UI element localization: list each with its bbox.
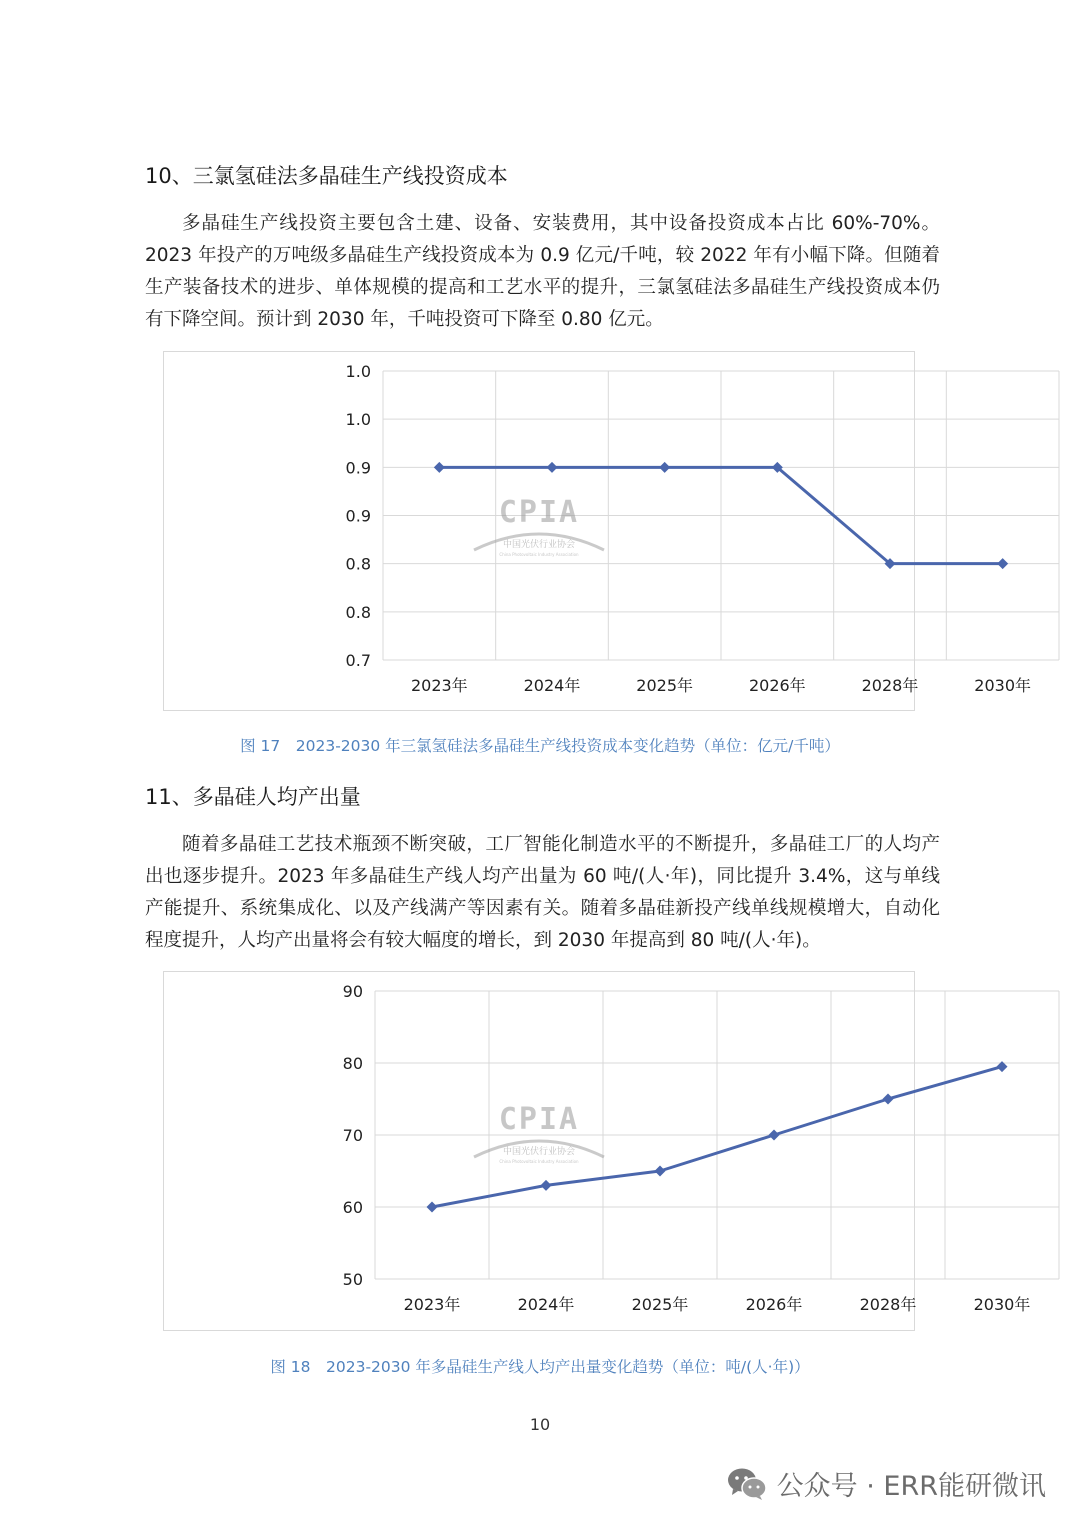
cpia-watermark bbox=[474, 1102, 604, 1164]
footer-watermark bbox=[727, 1464, 1046, 1503]
data-point bbox=[659, 462, 670, 473]
chart-per-capita-output bbox=[163, 971, 1031, 1331]
y-tick-label: 0.9 bbox=[345, 506, 371, 526]
watermark-english: China Photovoltaic Industry Association bbox=[499, 552, 579, 557]
data-point bbox=[434, 462, 445, 473]
chart-investment-cost bbox=[163, 351, 1032, 711]
watermark-subtitle: 中国光伏行业协会 bbox=[502, 540, 576, 550]
watermark-english: China Photovoltaic Industry Association bbox=[499, 1159, 579, 1164]
x-tick-label: 2030年 bbox=[974, 676, 1032, 695]
x-tick-label: 2023年 bbox=[410, 676, 468, 695]
data-point bbox=[997, 558, 1008, 569]
data-point bbox=[547, 462, 558, 473]
x-tick-label: 2028年 bbox=[859, 1295, 917, 1314]
data-point bbox=[769, 1130, 780, 1141]
y-tick-label: 0.8 bbox=[345, 602, 371, 622]
x-tick-label: 2026年 bbox=[745, 1295, 803, 1314]
y-tick-label: 0.9 bbox=[345, 458, 371, 478]
footer-text: 公众号 · ERR能研微讯 bbox=[776, 1471, 1046, 1502]
y-tick-label: 50 bbox=[342, 1270, 363, 1289]
data-point bbox=[541, 1180, 552, 1191]
x-tick-label: 2030年 bbox=[973, 1295, 1031, 1314]
y-tick-label: 1.0 bbox=[345, 362, 371, 381]
watermark-subtitle: 中国光伏行业协会 bbox=[502, 1147, 576, 1157]
watermark-title: CPIA bbox=[498, 1102, 580, 1137]
cpia-watermark bbox=[474, 495, 604, 557]
chart-investment-cost-svg bbox=[164, 352, 1032, 710]
y-tick-label: 1.0 bbox=[345, 410, 371, 430]
y-tick-label: 70 bbox=[342, 1126, 363, 1145]
chart-per-capita-output-svg bbox=[164, 972, 1031, 1330]
x-tick-label: 2025年 bbox=[631, 1295, 689, 1314]
section10-heading: 10、三氯氢硅法多晶硅生产线投资成本 bbox=[145, 164, 508, 188]
section11-heading: 11、多晶硅人均产出量 bbox=[145, 785, 361, 809]
page-number: 10 bbox=[529, 1415, 551, 1434]
x-tick-label: 2025年 bbox=[636, 676, 694, 695]
watermark-title: CPIA bbox=[498, 495, 580, 530]
data-point bbox=[883, 1094, 894, 1105]
figure18-caption: 图 18 2023-2030 年多晶硅生产线人均产出量变化趋势（单位：吨/(人·年)） bbox=[270, 1358, 810, 1376]
x-tick-label: 2024年 bbox=[523, 676, 581, 695]
data-point bbox=[427, 1202, 438, 1213]
y-tick-label: 60 bbox=[342, 1198, 363, 1217]
x-tick-label: 2028年 bbox=[861, 676, 919, 695]
section11-paragraph: 随着多晶硅工艺技术瓶颈不断突破，工厂智能化制造水平的不断提升，多晶硅工厂的人均产出也逐步提升。2023 年多晶硅生产线人均产出量为 60 吨/(人·年)，同比提升 3.4%，这与单线产能提升、系统集成化、以及产线满产等因素有关。随着多晶硅新投产线单线规模增大，自动化程度提升，人均产出量将会有较大幅度的增长，到 2030 年提高到 80 吨/(人·年)。 bbox=[145, 834, 940, 951]
y-tick-label: 0.7 bbox=[345, 651, 371, 670]
x-tick-label: 2024年 bbox=[517, 1295, 575, 1314]
x-tick-label: 2026年 bbox=[748, 676, 806, 695]
section10-paragraph: 多晶硅生产线投资主要包含土建、设备、安装费用，其中设备投资成本占比 60%-70%。2023 年投产的万吨级多晶硅生产线投资成本为 0.9 亿元/千吨，较 2022 年有小幅下降。但随着生产装备技术的进步、单体规模的提高和工艺水平的提升，三氯氢硅法多晶硅生产线投资成本仍有下降空间。预计到 2030 年，千吨投资可下降至 0.80 亿元。 bbox=[145, 213, 940, 330]
y-tick-label: 90 bbox=[342, 982, 363, 1001]
figure17-caption: 图 17 2023-2030 年三氯氢硅法多晶硅生产线投资成本变化趋势（单位：亿元/千吨） bbox=[240, 737, 840, 755]
y-tick-label: 80 bbox=[342, 1054, 363, 1073]
data-point bbox=[655, 1166, 666, 1177]
x-tick-label: 2023年 bbox=[403, 1295, 461, 1314]
y-tick-label: 0.8 bbox=[345, 554, 371, 574]
wechat-icon bbox=[727, 1467, 767, 1501]
